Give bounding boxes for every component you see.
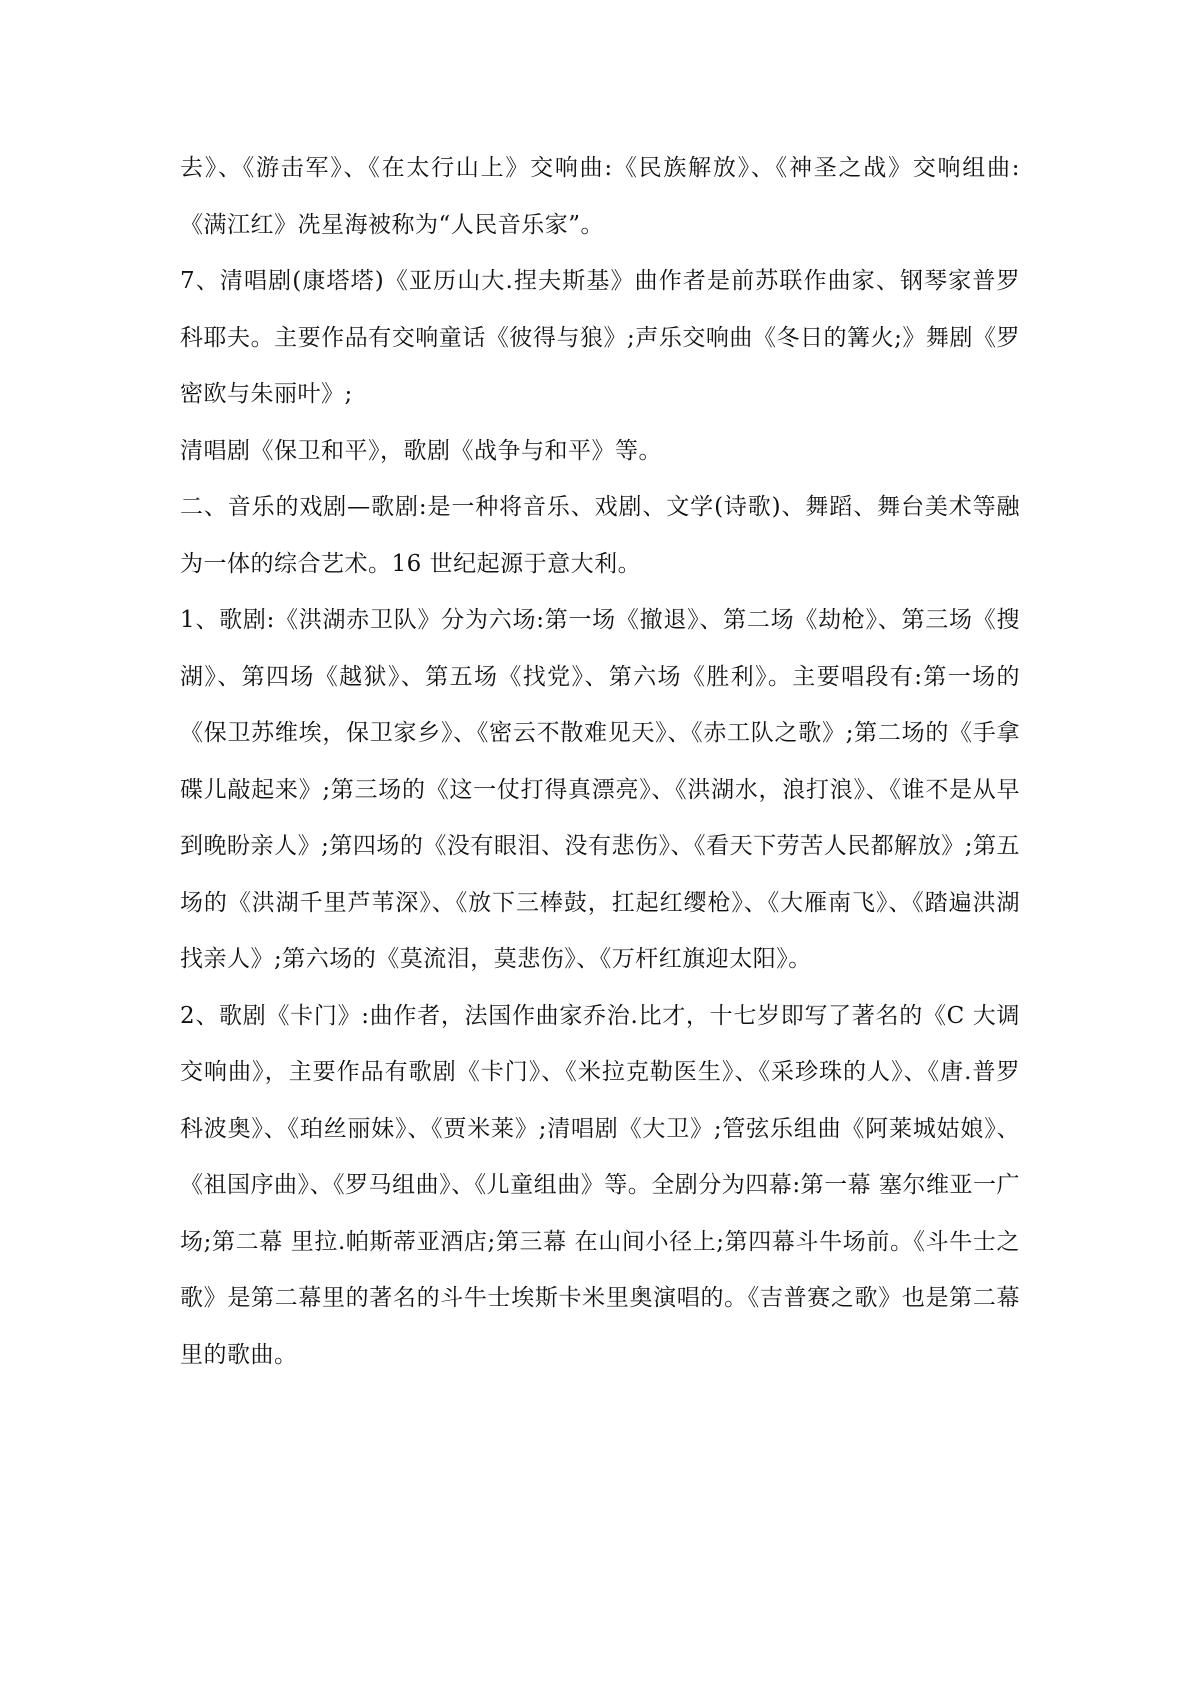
paragraph-opera-definition: 二、音乐的戏剧—歌剧:是一种将音乐、戏剧、文学(诗歌)、舞蹈、舞台美术等融为一体的综合艺术。16 世纪起源于意大利。 <box>180 494 1020 577</box>
paragraph-oratorio-peace: 清唱剧《保卫和平》，歌剧《战争与和平》等。 <box>180 437 662 464</box>
paragraph-xinghai-works: 去》、《游击军》、《在太行山上》交响曲:《民族解放》、《神圣之战》交响组曲:《满江红》冼星海被称为“人民音乐家”。 <box>180 155 1020 238</box>
paragraph-prokofiev: 7、清唱剧(康塔塔)《亚历山大.捏夫斯基》曲作者是前苏联作曲家、钢琴家普罗科耶夫。主要作品有交响童话《彼得与狼》;声乐交响曲《冬日的篝火;》舞剧《罗密欧与朱丽叶》; <box>180 268 1020 407</box>
document-body <box>180 140 1020 1383</box>
paragraph-carmen: 2、歌剧《卡门》:曲作者，法国作曲家乔治.比才，十七岁即写了著名的《C 大调交响曲》，主要作品有歌剧《卡门》、《米拉克勒医生》、《采珍珠的人》、《唐.普罗科波奥》、《珀丝丽妹》、《贾米莱》;清唱剧《大卫》;管弦乐组曲《阿莱城姑娘》、《祖国序曲》、《罗马组曲》、《儿童组曲》等。全剧分为四幕:第一幕 塞尔维亚一广场;第二幕 里拉.帕斯蒂亚酒店;第三幕 在山间小径上;第四幕斗牛场前。《斗牛士之歌》是第二幕里的著名的斗牛士埃斯卡米里奥演唱的。《吉普赛之歌》也是第二幕里的歌曲。 <box>180 1002 1020 1368</box>
paragraph-honghu-red-guards: 1、歌剧:《洪湖赤卫队》分为六场:第一场《撤退》、第二场《劫枪》、第三场《搜湖》、第四场《越狱》、第五场《找党》、第六场《胜利》。主要唱段有:第一场的《保卫苏维埃，保卫家乡》、《密云不散难见天》、《赤工队之歌》;第二场的《手拿碟儿敲起来》;第三场的《这一仗打得真漂亮》、《洪湖水，浪打浪》、《谁不是从早到晚盼亲人》;第四场的《没有眼泪、没有悲伤》、《看天下劳苦人民都解放》;第五场的《洪湖千里芦苇深》、《放下三棒鼓，扛起红缨枪》、《大雁南飞》、《踏遍洪湖找亲人》;第六场的《莫流泪，莫悲伤》、《万杆红旗迎太阳》。 <box>180 607 1020 972</box>
